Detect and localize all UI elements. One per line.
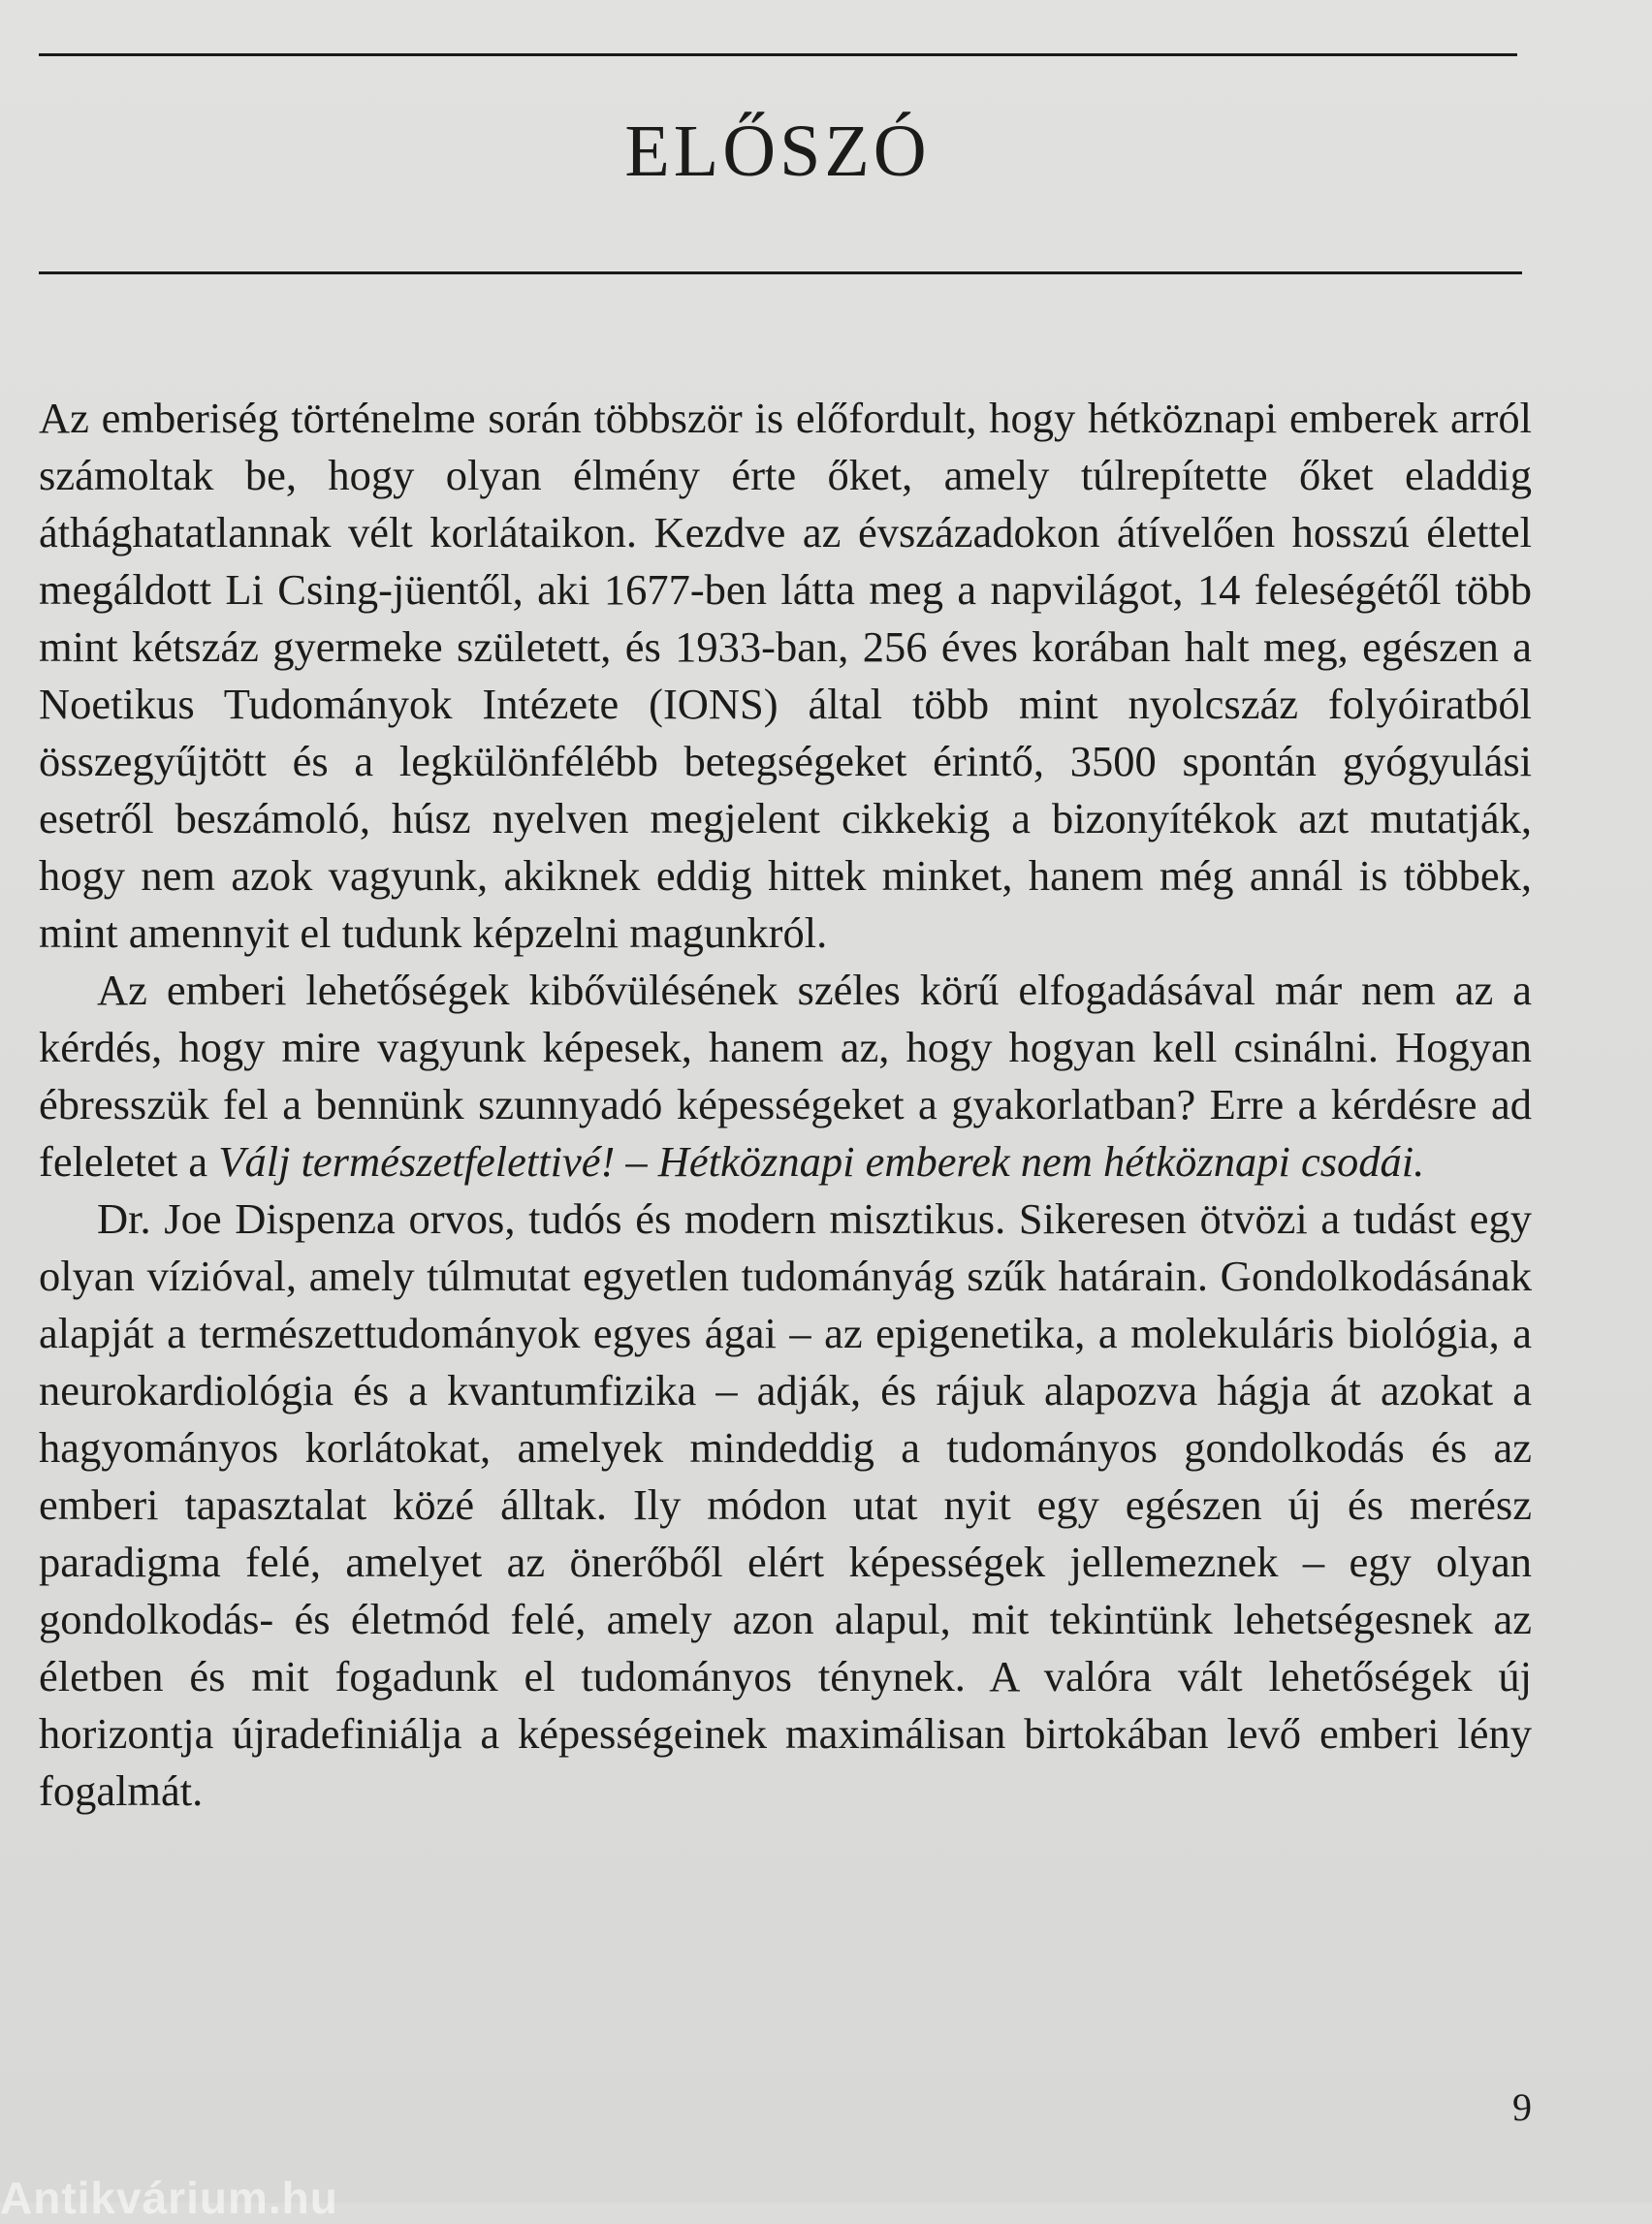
page-number: 9	[1512, 2085, 1532, 2129]
top-rule	[39, 53, 1517, 56]
paragraph-2-text: Az emberi lehetőségek kibővülésének széles körű elfogadásával már nem az a kérdés, hogy mire vagyunk képesek, hanem az, hogy hogyan kell csinálni. Hogyan ébresszük fel a bennünk szunnyadó képességeket a gyakorlatban? Erre a kérdésre ad feleletet a	[39, 966, 1532, 1186]
paragraph-2	[39, 962, 1532, 1191]
paragraph-3: Dr. Joe Dispenza orvos, tudós és modern misztikus. Sikeresen ötvözi a tudást egy olyan vízióval, amely túlmutat egyetlen tudományág szűk határain. Gondolkodásának alapját a természettudományok egyes ágai – az epigenetika, a molekuláris biológia, a neurokardiológia és a kvantumfizika – adják, és rájuk alapozva hágja át azokat a hagyományos korlátokat, amelyek mindeddig a tudományos gondolkodás és az emberi tapasztalat közé álltak. Ily módon utat nyit egy egészen új és merész paradigma felé, amelyet az önerőből elért képességek jellemeznek – egy olyan gondolkodás- és életmód felé, amely azon alapul, mit tekintünk lehetségesnek az életben és mit fogadunk el tudományos ténynek. A valóra vált lehetőségek új horizontja újradefiniálja a képességeinek maximálisan birtokában levő emberi lény fogalmát.	[39, 1194, 1532, 1815]
body-text	[39, 390, 1532, 1820]
paragraph-1: Az emberiség történelme során többször is előfordult, hogy hétköznapi emberek arról számoltak be, hogy olyan élmény érte őket, amely túlrepítette őket eladdig áthághatatlannak vélt korlátaikon. Kezdve az évszázadokon átívelően hosszú élettel megáldott Li Csing-jüentől, aki 1677-ben látta meg a napvilágot, 14 feleségétől több mint kétszáz gyermeke született, és 1933-ban, 256 éves korában halt meg, egészen a Noetikus Tudományok Intézete (IONS) által több mint nyolcszáz folyóiratból összegyűjtött és a legkülönfélébb betegségeket érintő, 3500 spontán gyógyulási esetről beszámoló, húsz nyelven megjelent cikkekig a bizonyítékok azt mutatják, hogy nem azok vagyunk, akiknek eddig hittek minket, hanem még annál is többek, mint amennyit el tudunk képzelni magunkról.	[39, 394, 1532, 957]
book-title-italic: Válj természetfelettivé! – Hétköznapi emberek nem hétköznapi csodái.	[218, 1137, 1425, 1186]
bottom-rule	[39, 271, 1522, 274]
watermark: Antikvárium.hu	[0, 2173, 338, 2223]
chapter-title: ELŐSZÓ	[624, 111, 931, 192]
